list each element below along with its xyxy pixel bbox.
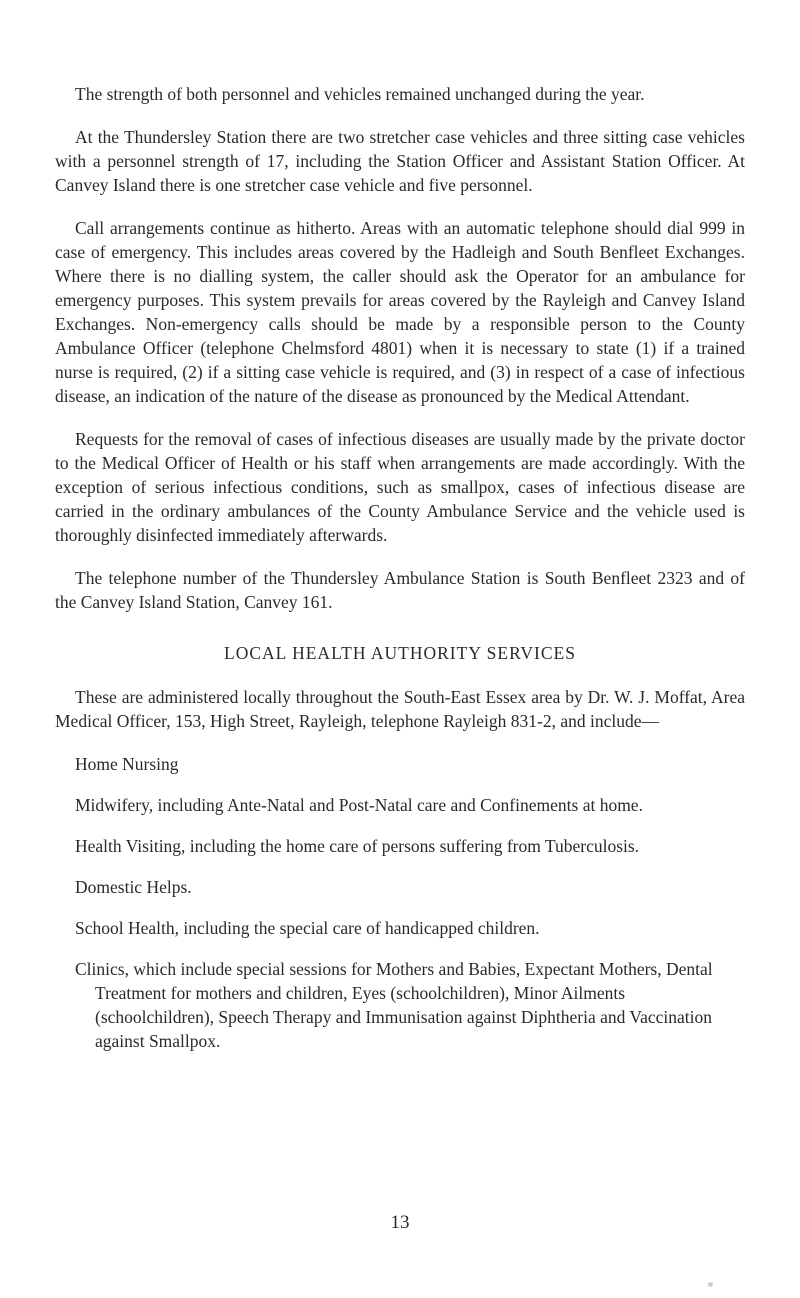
page-number: 13 xyxy=(390,1212,410,1233)
list-item-domestic-helps xyxy=(55,875,745,899)
section-heading: LOCAL HEALTH AUTHORITY SERVICES xyxy=(224,643,576,663)
list-item-midwifery xyxy=(55,793,745,817)
list-item-text: Midwifery, including Ante-Natal and Post-Natal care and Confinements at home. xyxy=(75,795,643,815)
list-item-text: Health Visiting, including the home care of persons suffering from Tuberculosis. xyxy=(75,836,640,856)
list-item-home-nursing xyxy=(55,752,745,776)
list-item-text: Home Nursing xyxy=(75,754,179,774)
list-item-text: Domestic Helps. xyxy=(75,877,192,897)
list-item-school-health xyxy=(55,916,745,940)
paragraph-strength: The strength of both personnel and vehicles remained unchanged during the year. xyxy=(75,84,645,104)
paragraph-telephone-numbers: The telephone number of the Thundersley Ambulance Station is South Benfleet 2323 and of the Canvey Island Station, Canvey 161. xyxy=(55,568,745,612)
paper-speck xyxy=(708,1282,713,1287)
paragraph-call-arrangements: Call arrangements continue as hitherto. Areas with an automatic telephone should dial 999 in case of emergency. This includes areas covered by the Hadleigh and South Benfleet Exchanges. Where there is no dialling system, the caller should ask the Operator for an ambulance for emergency purposes. This system prevails for areas covered by the Rayleigh and Canvey Island Exchanges. Non-emergency calls should be made by a responsible person to the County Ambulance Officer (telephone Chelmsford 4801) when it is necessary to state (1) if a trained nurse is required, (2) if a sitting case vehicle is required, and (3) in respect of a case of infectious disease, an indication of the nature of the disease as pronounced by the Medical Attendant. xyxy=(55,218,745,406)
paragraph-services-intro: These are administered locally throughout the South-East Essex area by Dr. W. J. Moffat, Area Medical Officer, 153, High Street, Rayleigh, telephone Rayleigh 831-2, and include— xyxy=(55,687,745,731)
list-item-text: Clinics, which include special sessions for Mothers and Babies, Expectant Mothers, Dental Treatment for mothers and children, Eyes (schoolchildren), Minor Ailments (schoolchildren), Speech Therapy and Immunisation against Diphtheria and Vaccination against Smallpox. xyxy=(75,959,713,1051)
paragraph-thundersley-station: At the Thundersley Station there are two stretcher case vehicles and three sitting case vehicles with a personnel strength of 17, including the Station Officer and Assistant Station Officer. At Canvey Island there is one stretcher case vehicle and five personnel. xyxy=(55,127,745,195)
list-item-clinics xyxy=(55,957,745,1053)
document-page xyxy=(55,82,745,1070)
list-item-health-visiting xyxy=(55,834,745,858)
list-item-text: School Health, including the special care of handicapped children. xyxy=(75,918,540,938)
paragraph-infectious-removal: Requests for the removal of cases of infectious diseases are usually made by the private doctor to the Medical Officer of Health or his staff when arrangements are made accordingly. With the exception of serious infectious conditions, such as smallpox, cases of infectious disease are carried in the ordinary ambulances of the County Ambulance Service and the vehicle used is thoroughly disinfected immediately afterwards. xyxy=(55,429,745,545)
